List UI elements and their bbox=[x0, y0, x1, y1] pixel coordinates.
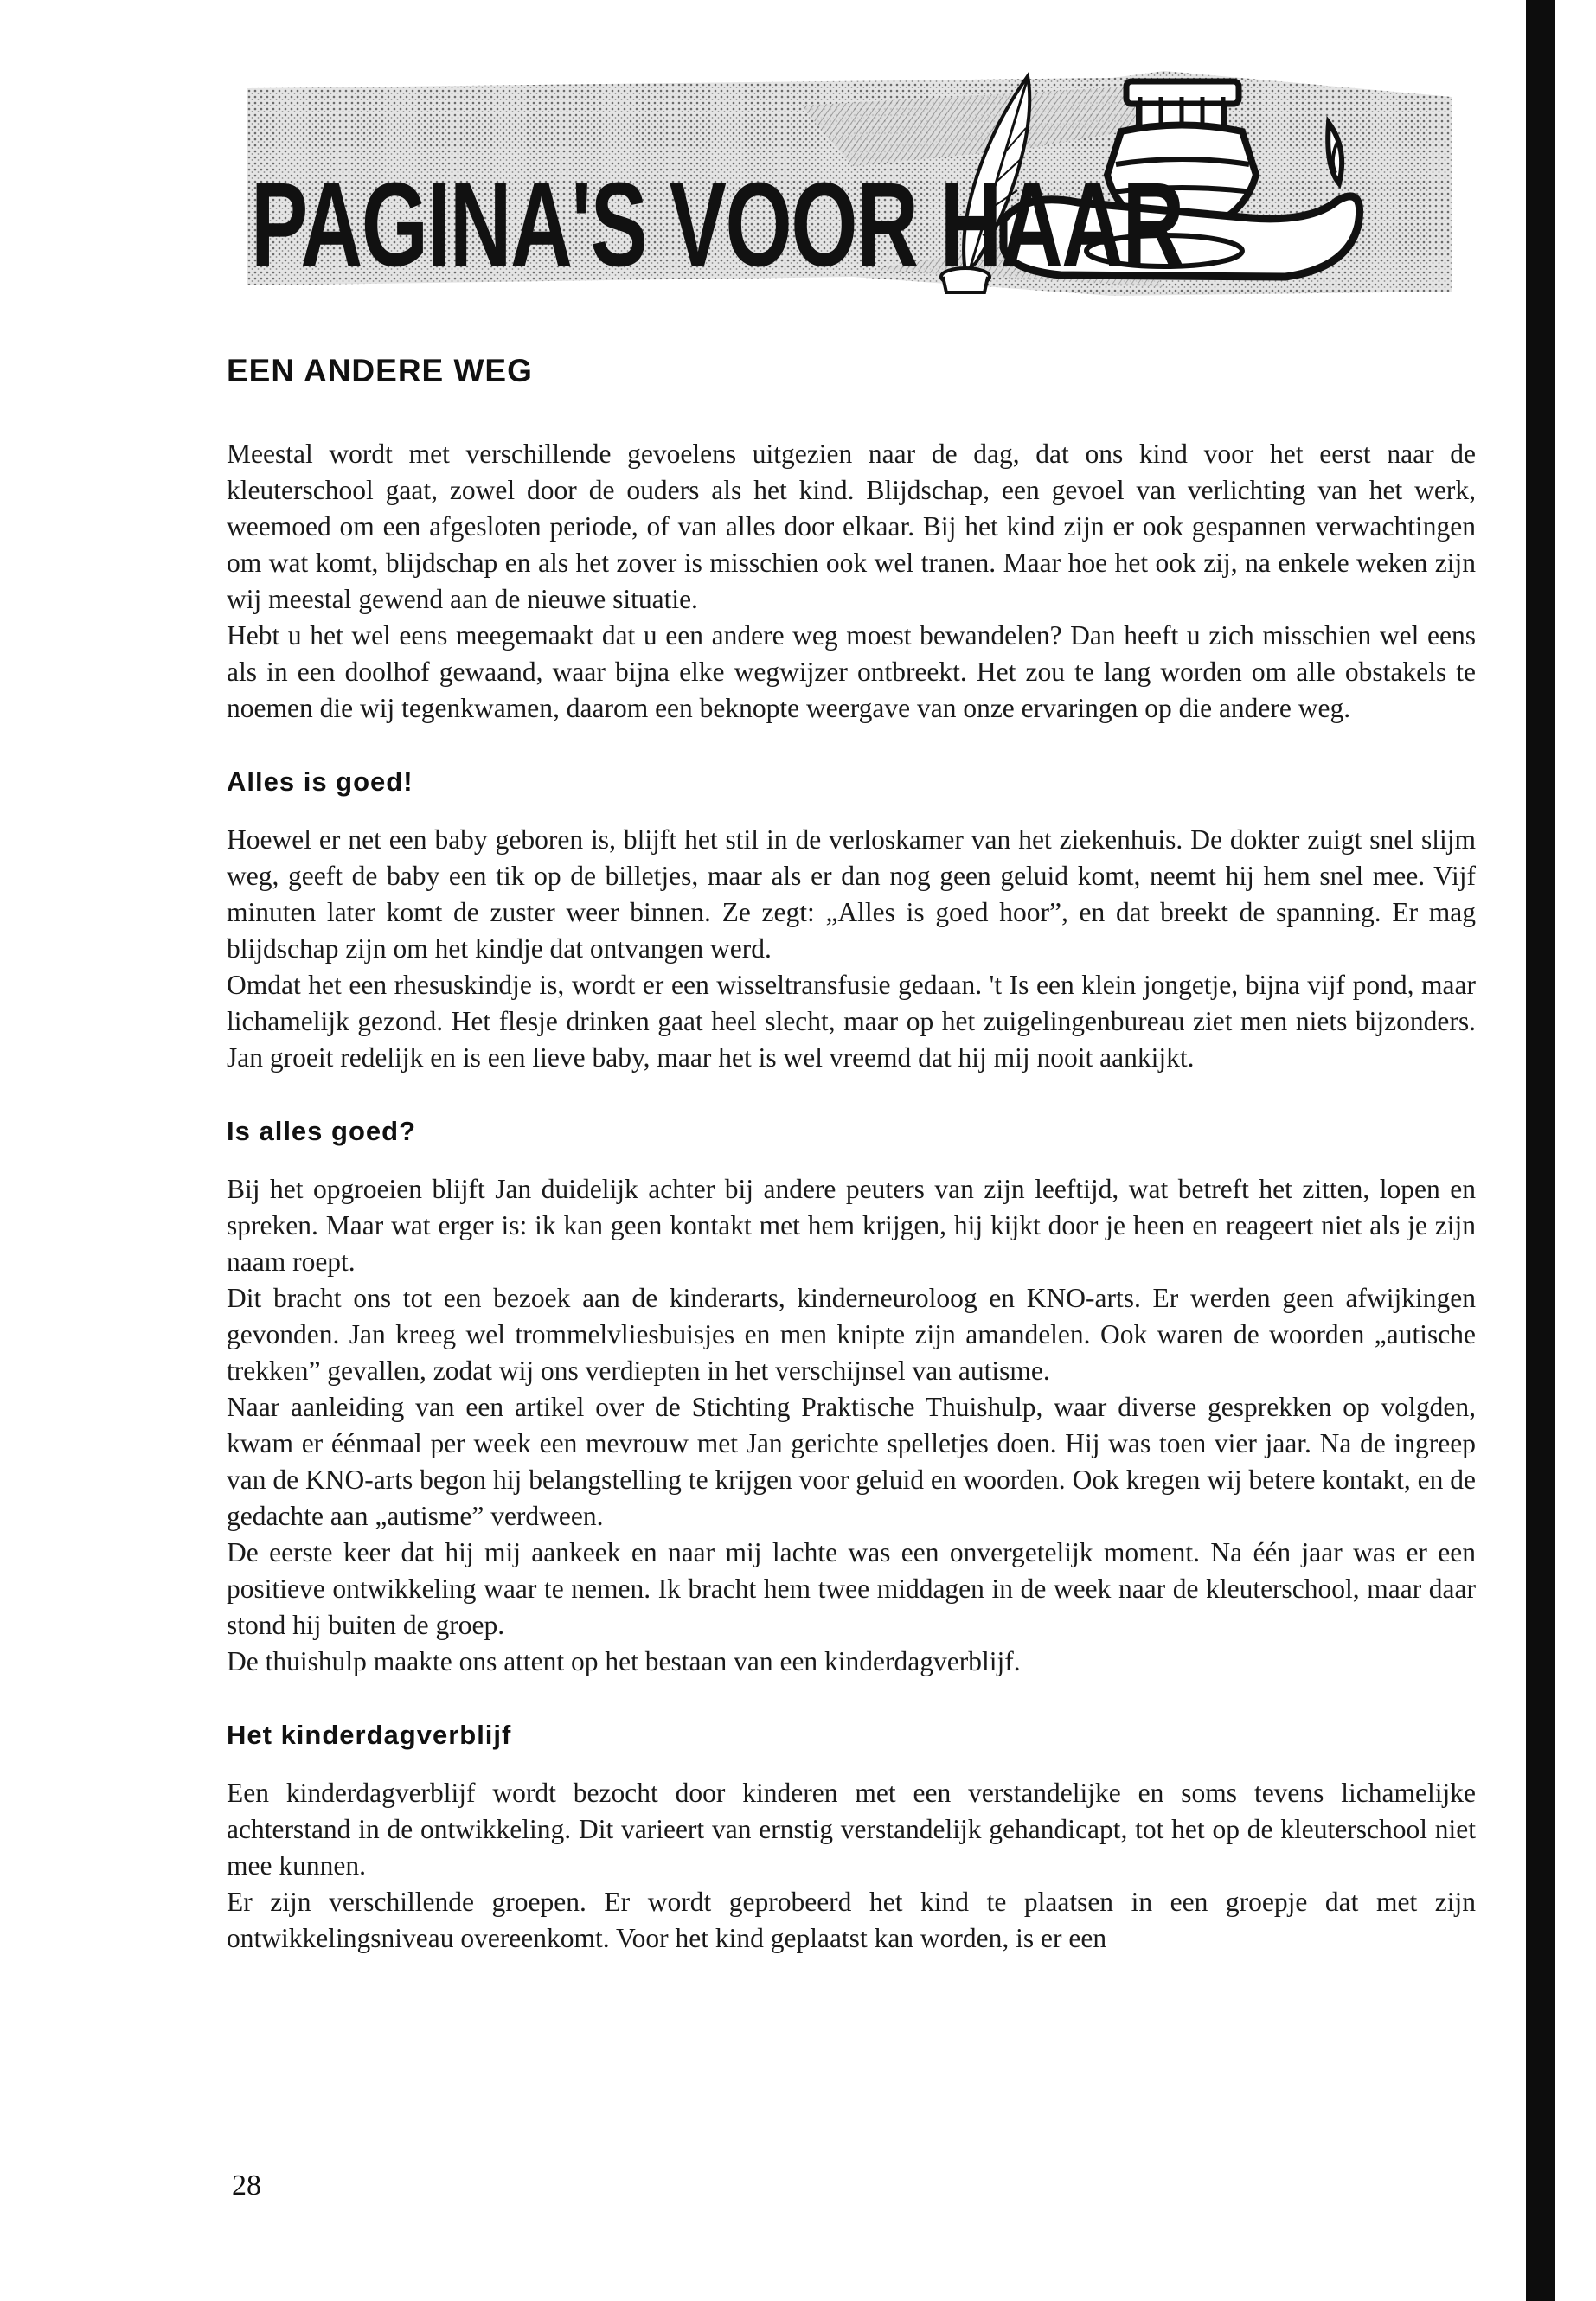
article-title: EEN ANDERE WEG bbox=[227, 353, 533, 388]
section-heading-is-alles-goed: Is alles goed? bbox=[227, 1116, 417, 1146]
paragraph: Dit bracht ons tot een bezoek aan de kinderarts, kinderneuroloog en KNO-arts. Er werden geen afwijkingen gevonden. Jan kreeg wel trommelvliesbuisjes en men knipte zijn amandelen. Ook waren de woorden „autische trekken” gevallen, zodat wij ons verdiepten in het verschijnsel van autisme. bbox=[227, 1283, 1476, 1386]
section-banner bbox=[247, 71, 1452, 304]
paragraph: De thuishulp maakte ons attent op het bestaan van een kinderdagverblijf. bbox=[227, 1646, 1021, 1676]
paragraph: Bij het opgroeien blijft Jan duidelijk achter bij andere peuters van zijn leeftijd, wat betreft het zitten, lopen en spreken. Maar wat erger is: ik kan geen kontakt met hem krijgen, hij kijkt door je heen en reageert niet als je zijn naam roept. bbox=[227, 1174, 1476, 1277]
paragraph: Meestal wordt met verschillende gevoelens uitgezien naar de dag, dat ons kind voor het eerst naar de kleuterschool gaat, zowel door de ouders als het kind. Blijdschap, een gevoel van verlichting van het werk, weemoed om een afgesloten periode, of van alles door elkaar. Bij het kind zijn er ook gespannen verwachtingen om wat komt, blijdschap en als het zover is misschien ook wel tranen. Maar hoe het ook zij, na enkele weken zijn wij meestal gewend aan de nieuwe situatie. bbox=[227, 439, 1476, 614]
paragraph: Omdat het een rhesuskindje is, wordt er een wisseltransfusie gedaan. 't Is een klein jongetje, bijna vijf pond, maar lichamelijk gezond. Het flesje drinken gaat heel slecht, maar op het zuigelingenbureau ziet men niets bijzonders. Jan groeit redelijk en is een lieve baby, maar het is wel vreemd dat hij mij nooit aankijkt. bbox=[227, 970, 1476, 1073]
section-heading-kinderdagverblijf: Het kinderdagverblijf bbox=[227, 1720, 512, 1750]
paragraph: De eerste keer dat hij mij aankeek en naar mij lachte was een onvergetelijk moment. Na één jaar was er een positieve ontwikkeling waar te nemen. Ik bracht hem twee middagen in de week naar de kleuterschool, maar daar stond hij buiten de groep. bbox=[227, 1537, 1476, 1640]
page-edge-bar bbox=[1526, 0, 1555, 2301]
paragraph: Hebt u het wel eens meegemaakt dat u een andere weg moest bewandelen? Dan heeft u zich misschien wel eens als in een doolhof gewaand, waar bijna elke wegwijzer ontbreekt. Het zou te lang worden om alle obstakels te noemen die wij tegenkwamen, daarom een beknopte weergave van onze ervaringen op die andere weg. bbox=[227, 620, 1476, 723]
paragraph: Een kinderdagverblijf wordt bezocht door kinderen met een verstandelijke en soms tevens lichamelijke achterstand in de ontwikkeling. Dit varieert van ernstig verstandelijk gehandicapt, tot het op de kleuterschool niet mee kunnen. bbox=[227, 1778, 1476, 1881]
paragraph: Hoewel er net een baby geboren is, blijft het stil in de verloskamer van het ziekenhuis. De dokter zuigt snel slijm weg, geeft de baby een tik op de billetjes, maar als er dan nog geen geluid komt, neemt hij hem snel mee. Vijf minuten later komt de zuster weer binnen. Ze zegt: „Alles is goed hoor”, en dat breekt de spanning. Er mag blijdschap zijn om het kindje dat ontvangen werd. bbox=[227, 824, 1476, 964]
paragraph: Er zijn verschillende groepen. Er wordt geprobeerd het kind te plaatsen in een groepje dat met zijn ontwikkelingsniveau overeenkomt. Voor het kind geplaatst kan worden, is er een bbox=[227, 1887, 1476, 1953]
banner-title: PAGINA'S VOOR HAAR bbox=[251, 158, 1183, 292]
section-heading-alles-is-goed: Alles is goed! bbox=[227, 766, 413, 797]
article bbox=[227, 346, 1476, 1957]
paragraph: Naar aanleiding van een artikel over de Stichting Praktische Thuishulp, waar diverse gesprekken op volgden, kwam er éénmaal per week een mevrouw met Jan gerichte spelletjes doen. Hij was toen vier jaar. Na de ingreep van de KNO-arts begon hij belangstelling te krijgen voor geluid en woorden. Ook kregen wij betere kontakt, en de gedachte aan „autisme” verdween. bbox=[227, 1392, 1476, 1531]
page-number: 28 bbox=[232, 2170, 261, 2202]
